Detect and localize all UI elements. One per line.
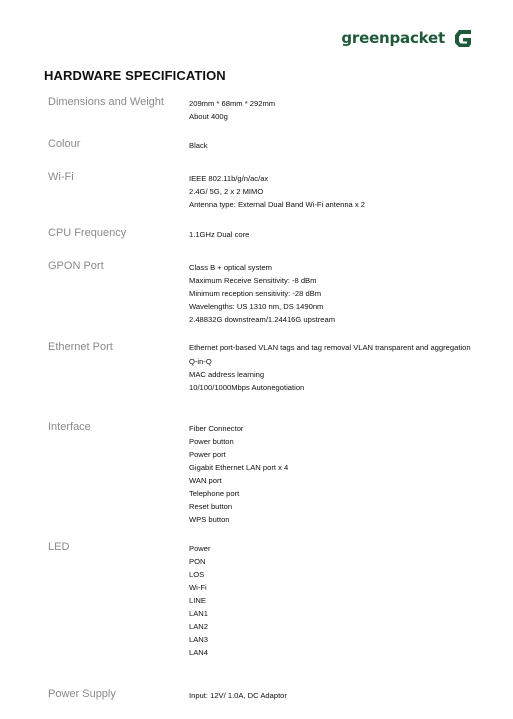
spec-values: [189, 261, 479, 326]
spec-value: Minimum reception sensitivity: -28 dBm: [189, 289, 322, 298]
spec-label: CPU Frequency: [48, 227, 127, 239]
spec-value: WPS button: [189, 515, 230, 524]
spec-value: Telephone port: [189, 489, 240, 498]
spec-values: [189, 542, 479, 659]
spec-value: WAN port: [189, 476, 222, 485]
spec-value: Power port: [189, 450, 226, 459]
brand-name: greenpacket: [341, 29, 445, 47]
spec-label: Colour: [48, 138, 81, 150]
spec-label: Dimensions and Weight: [48, 96, 164, 108]
spec-value: 10/100/1000Mbps Autonegotiation: [189, 383, 305, 392]
spec-label: GPON Port: [48, 260, 104, 272]
spec-value: LAN4: [189, 648, 208, 657]
spec-value: LINE: [189, 596, 206, 605]
spec-value: Power button: [189, 437, 234, 446]
spec-value: LAN2: [189, 622, 208, 631]
spec-value: Q-in-Q: [189, 357, 212, 366]
spec-value: LAN1: [189, 609, 208, 618]
spec-values: [189, 139, 479, 152]
spec-value: 2.48832G downstream/1.24416G upstream: [189, 315, 336, 324]
spec-values: [189, 689, 479, 702]
spec-value: LAN3: [189, 635, 208, 644]
spec-label: Wi-Fi: [48, 171, 74, 183]
spec-value: PON: [189, 557, 206, 566]
spec-values: [189, 342, 479, 394]
spec-value: Ethernet port-based VLAN tags and tag removal VLAN transparent and aggregation: [189, 343, 471, 352]
spec-value: 209mm * 68mm * 292mm: [189, 99, 276, 108]
spec-value: Maximum Receive Sensitivity: -8 dBm: [189, 276, 317, 285]
spec-value: 1.1GHz Dual core: [189, 230, 250, 239]
spec-value: About 400g: [189, 112, 228, 121]
spec-value: Antenna type: External Dual Band Wi-Fi antenna x 2: [189, 200, 366, 209]
spec-label: Ethernet Port: [48, 341, 113, 353]
spec-label: Power Supply: [48, 688, 116, 700]
spec-value: Class B + optical system: [189, 263, 272, 272]
spec-value: Wavelengths: US 1310 nm, DS 1490nm: [189, 302, 324, 311]
spec-value: IEEE 802.11b/g/n/ac/ax: [189, 174, 269, 183]
spec-value: Reset button: [189, 502, 233, 511]
spec-value: Fiber Connector: [189, 424, 244, 433]
spec-value: Gigabit Ethernet LAN port x 4: [189, 463, 289, 472]
spec-label: LED: [48, 541, 70, 553]
spec-value: 2.4G/ 5G, 2 x 2 MIMO: [189, 187, 264, 196]
spec-value: Power: [189, 544, 211, 553]
brand-logo: [341, 26, 475, 50]
spec-value: Black: [189, 141, 208, 150]
spec-values: [189, 422, 479, 526]
spec-value: Input: 12V/ 1.0A, DC Adaptor: [189, 691, 287, 700]
spec-value: Wi-Fi: [189, 583, 207, 592]
spec-value: LOS: [189, 570, 205, 579]
spec-value: MAC address learning: [189, 370, 265, 379]
spec-label: Interface: [48, 421, 91, 433]
greenpacket-g-logo-icon: [451, 26, 475, 50]
spec-values: [189, 97, 479, 123]
document-title: HARDWARE SPECIFICATION: [44, 68, 226, 83]
spec-values: [189, 172, 479, 211]
spec-values: [189, 228, 479, 241]
